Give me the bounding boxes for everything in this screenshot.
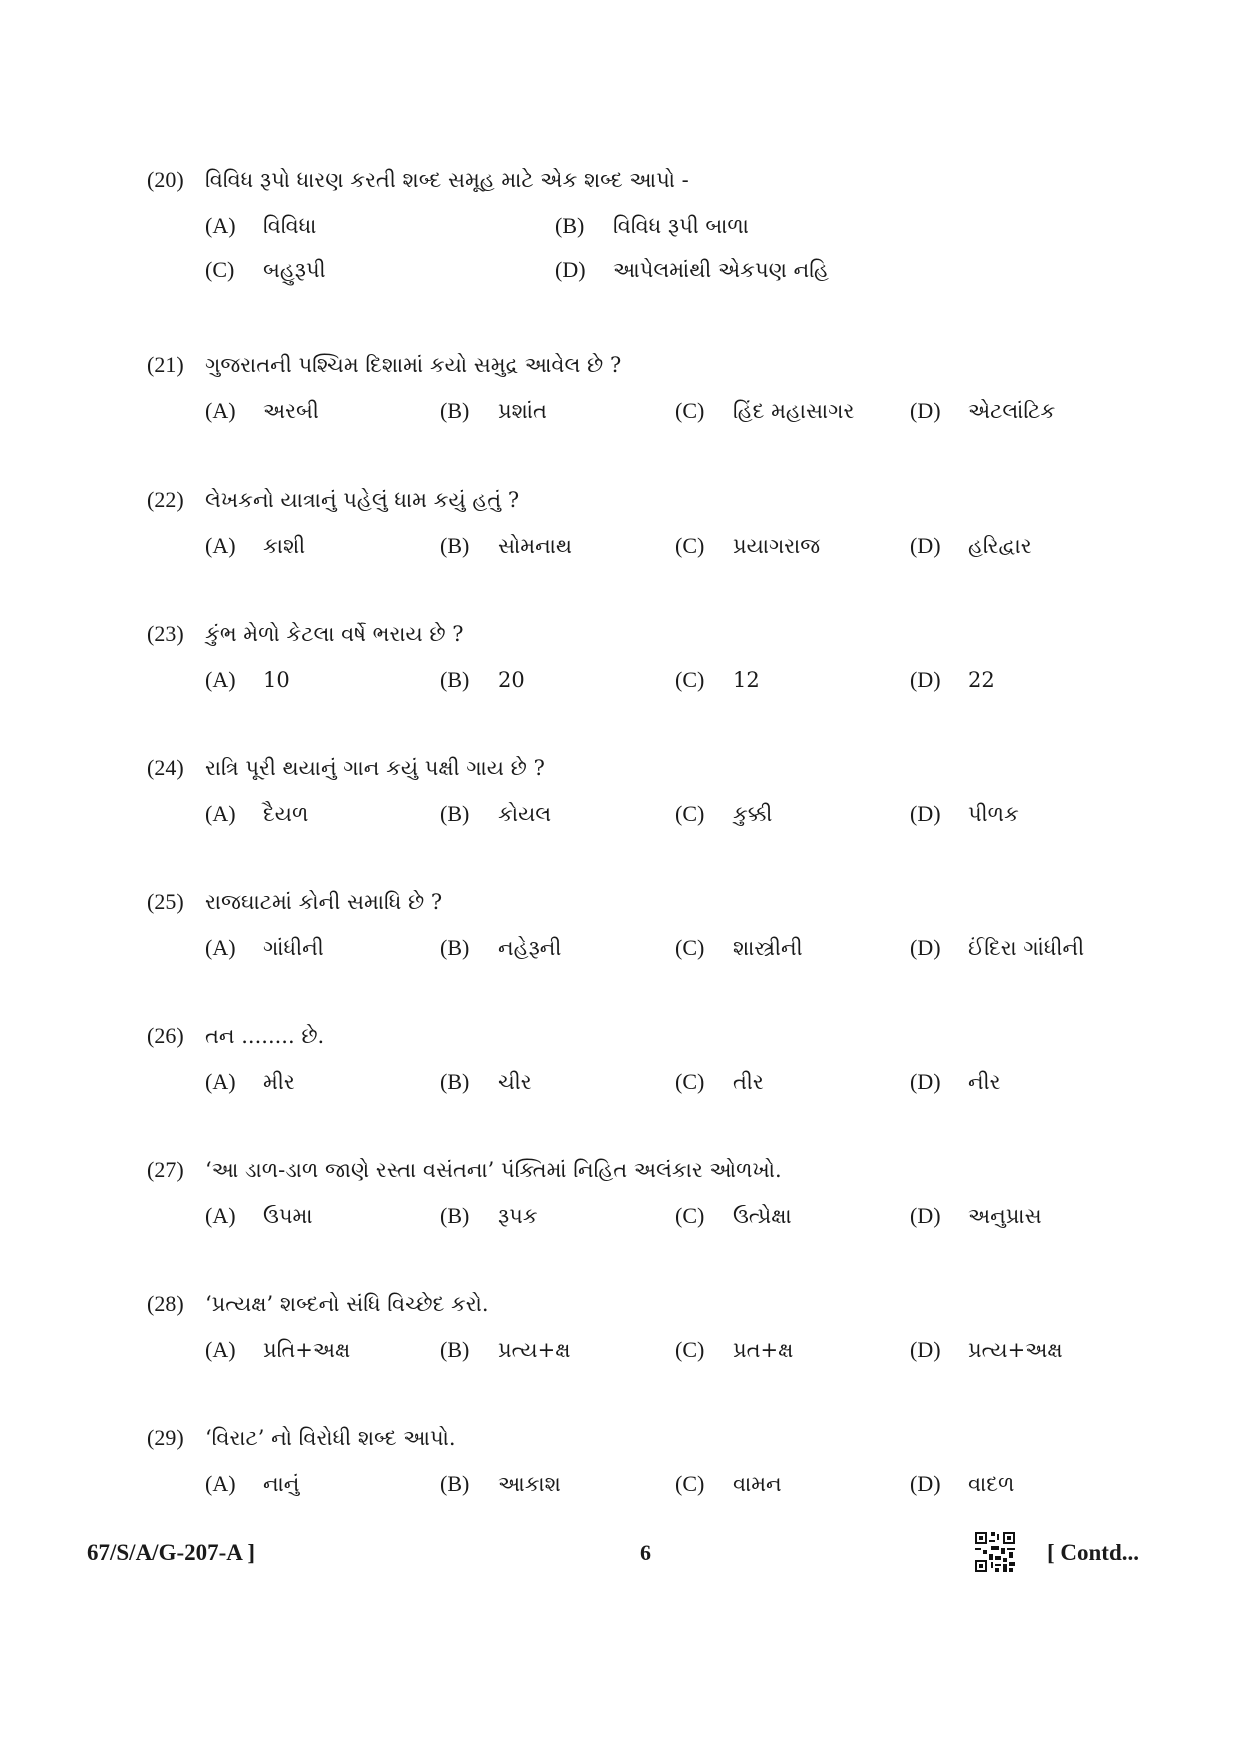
option-letter: (A) xyxy=(205,1069,236,1094)
option-text: નાનું xyxy=(263,1472,300,1496)
option-text: 12 xyxy=(733,668,760,692)
option-c xyxy=(675,396,854,426)
question-number: (25) xyxy=(147,889,184,914)
options-row xyxy=(147,1469,1147,1499)
option-letter: (B) xyxy=(440,398,470,423)
option-c xyxy=(675,665,760,695)
option-b xyxy=(440,933,561,963)
option-letter: (D) xyxy=(555,257,586,282)
option-letter: (B) xyxy=(440,667,470,692)
option-b xyxy=(440,1469,561,1499)
option-letter: (D) xyxy=(910,801,941,826)
option-text: કુક્કી xyxy=(733,802,773,826)
option-letter: (C) xyxy=(675,1471,705,1496)
option-text: પ્રત્ય+ક્ષ xyxy=(498,1338,571,1362)
question-21 xyxy=(147,350,1147,426)
option-letter: (D) xyxy=(910,1203,941,1228)
question-text: કુંભ મેળો કેટલા વર્ષે ભરાય છે ? xyxy=(205,622,464,646)
question-text: ‘આ ડાળ-ડાળ જાણે રસ્તા વસંતના’ પંક્તિમાં નિહિત અલંકાર ઓળખો. xyxy=(205,1158,782,1182)
question-text: તન ........ છે. xyxy=(205,1024,325,1048)
option-text: નહેરૂની xyxy=(498,936,562,960)
option-text: ઈંદિરા ગાંધીની xyxy=(968,936,1085,960)
option-text: 22 xyxy=(968,668,995,692)
question-number: (27) xyxy=(147,1157,184,1182)
option-text: 20 xyxy=(498,668,525,692)
options-row-2 xyxy=(147,255,1147,285)
options-row xyxy=(147,665,1147,695)
question-number: (29) xyxy=(147,1425,184,1450)
option-letter: (A) xyxy=(205,213,236,238)
question-number: (28) xyxy=(147,1291,184,1316)
option-text: વાદળ xyxy=(968,1472,1015,1496)
option-d xyxy=(910,1067,1001,1097)
question-25 xyxy=(147,887,1147,963)
option-text: વામન xyxy=(733,1472,782,1496)
option-d xyxy=(910,933,1084,963)
option-c xyxy=(675,531,820,561)
options-row xyxy=(147,799,1147,829)
option-text: દૈયળ xyxy=(263,802,309,826)
paper-code: 67/S/A/G-207-A ] xyxy=(87,1540,256,1565)
option-letter: (C) xyxy=(675,1069,705,1094)
option-text: પ્રત+ક્ષ xyxy=(733,1338,794,1362)
option-letter: (C) xyxy=(675,1203,705,1228)
option-d xyxy=(555,255,829,285)
option-b xyxy=(440,665,525,695)
option-text: પ્રયાગરાજ xyxy=(733,534,821,558)
option-text: પ્રશાંત xyxy=(498,399,547,423)
question-number: (22) xyxy=(147,487,184,512)
option-text: એટલાંટિક xyxy=(968,399,1056,423)
option-d xyxy=(910,531,1032,561)
question-27 xyxy=(147,1155,1147,1231)
option-letter: (D) xyxy=(910,398,941,423)
option-c xyxy=(675,933,803,963)
option-letter: (B) xyxy=(440,1069,470,1094)
question-29 xyxy=(147,1423,1147,1499)
page-footer xyxy=(0,1540,1240,1580)
option-letter: (C) xyxy=(675,1337,705,1362)
option-b xyxy=(440,1335,570,1365)
option-text: પ્રત્ય+અક્ષ xyxy=(968,1338,1063,1362)
option-text: કોયલ xyxy=(498,802,552,826)
option-b xyxy=(440,1067,532,1097)
option-text: ઉપમા xyxy=(263,1204,313,1228)
option-d xyxy=(910,1335,1063,1365)
options-row xyxy=(147,933,1147,963)
option-a xyxy=(205,531,305,561)
question-text: વિવિધ રૂપો ધારણ કરતી શબ્દ સમૂહ માટે એક શબ્દ આપો - xyxy=(205,168,689,192)
option-text: આપેલમાંથી એકપણ નહિ xyxy=(613,258,829,282)
option-text: અનુપ્રાસ xyxy=(968,1204,1042,1228)
option-b xyxy=(440,531,572,561)
question-text: રાજઘાટમાં કોની સમાધિ છે ? xyxy=(205,890,443,914)
question-text: ‘પ્રત્યક્ષ’ શબ્દનો સંધિ વિચ્છેદ કરો. xyxy=(205,1292,489,1316)
question-number: (26) xyxy=(147,1023,184,1048)
option-letter: (D) xyxy=(910,935,941,960)
option-c xyxy=(675,1201,792,1231)
question-number: (20) xyxy=(147,167,184,192)
option-a xyxy=(205,665,290,695)
question-20 xyxy=(147,165,1147,285)
option-c xyxy=(675,1469,782,1499)
option-text: રૂપક xyxy=(498,1204,538,1228)
question-22 xyxy=(147,485,1147,561)
question-number: (23) xyxy=(147,621,184,646)
option-c xyxy=(675,1335,793,1365)
question-28 xyxy=(147,1289,1147,1365)
option-text: અરબી xyxy=(263,399,319,423)
option-letter: (D) xyxy=(910,1337,941,1362)
option-letter: (B) xyxy=(440,1471,470,1496)
options-row xyxy=(147,1335,1147,1365)
question-26 xyxy=(147,1021,1147,1097)
option-text: બહુરૂપી xyxy=(263,258,326,282)
option-letter: (B) xyxy=(555,213,585,238)
options-row xyxy=(147,1201,1147,1231)
option-letter: (A) xyxy=(205,801,236,826)
option-letter: (A) xyxy=(205,533,236,558)
option-d xyxy=(910,665,995,695)
option-letter: (C) xyxy=(675,533,705,558)
option-letter: (A) xyxy=(205,1203,236,1228)
option-b xyxy=(440,1201,538,1231)
option-letter: (D) xyxy=(910,1471,941,1496)
option-letter: (B) xyxy=(440,935,470,960)
option-d xyxy=(910,1469,1014,1499)
option-letter: (C) xyxy=(675,801,705,826)
option-d xyxy=(910,396,1055,426)
option-c xyxy=(675,799,772,829)
option-text: મીર xyxy=(263,1070,295,1094)
option-letter: (D) xyxy=(910,667,941,692)
options-row-1 xyxy=(147,211,1147,241)
question-number: (24) xyxy=(147,755,184,780)
option-a xyxy=(205,1335,350,1365)
question-text: ગુજરાતની પશ્ચિમ દિશામાં કયો સમુદ્ર આવેલ છે ? xyxy=(205,353,622,377)
option-letter: (A) xyxy=(205,1337,236,1362)
option-text: શાસ્ત્રીની xyxy=(733,936,803,960)
option-a xyxy=(205,1067,295,1097)
option-text: વિવિધ રૂપી બાળા xyxy=(613,214,749,238)
option-letter: (A) xyxy=(205,398,236,423)
question-text: રાત્રિ પૂરી થયાનું ગાન કયું પક્ષી ગાય છે ? xyxy=(205,756,545,780)
option-a xyxy=(205,1469,299,1499)
option-letter: (B) xyxy=(440,533,470,558)
option-text: હિંદ મહાસાગર xyxy=(733,399,855,423)
option-letter: (C) xyxy=(675,398,705,423)
option-text: 10 xyxy=(263,668,290,692)
option-letter: (C) xyxy=(205,257,235,282)
options-row xyxy=(147,531,1147,561)
option-a xyxy=(205,933,324,963)
option-letter: (B) xyxy=(440,1337,470,1362)
option-text: ચીર xyxy=(498,1070,532,1094)
option-letter: (C) xyxy=(675,667,705,692)
option-c xyxy=(675,1067,764,1097)
option-a xyxy=(205,211,316,241)
question-text: ‘વિરાટ’ નો વિરોધી શબ્દ આપો. xyxy=(205,1426,456,1450)
option-d xyxy=(910,799,1019,829)
option-letter: (C) xyxy=(675,935,705,960)
option-text: ગાંધીની xyxy=(263,936,324,960)
option-letter: (B) xyxy=(440,801,470,826)
option-letter: (A) xyxy=(205,1471,236,1496)
option-text: નીર xyxy=(968,1070,1001,1094)
option-text: હરિદ્વાર xyxy=(968,534,1032,558)
option-text: પ્રતિ+અક્ષ xyxy=(263,1338,351,1362)
option-letter: (D) xyxy=(910,533,941,558)
option-b xyxy=(440,799,551,829)
page-number: 6 xyxy=(640,1540,651,1565)
option-a xyxy=(205,396,319,426)
option-text: ઉત્પ્રેક્ષા xyxy=(733,1204,792,1228)
question-text: લેખકનો યાત્રાનું પહેલું ધામ કયું હતું ? xyxy=(205,488,520,512)
option-letter: (A) xyxy=(205,667,236,692)
option-text: તીર xyxy=(733,1070,764,1094)
option-letter: (A) xyxy=(205,935,236,960)
option-letter: (B) xyxy=(440,1203,470,1228)
option-a xyxy=(205,799,308,829)
question-number: (21) xyxy=(147,352,184,377)
option-text: સોમનાથ xyxy=(498,534,572,558)
option-c xyxy=(205,255,326,285)
question-24 xyxy=(147,753,1147,829)
question-23 xyxy=(147,619,1147,695)
option-text: વિવિધા xyxy=(263,214,317,238)
options-row xyxy=(147,396,1147,426)
options-row xyxy=(147,1067,1147,1097)
option-text: આકાશ xyxy=(498,1472,561,1496)
option-text: પીળક xyxy=(968,802,1019,826)
option-a xyxy=(205,1201,312,1231)
option-text: કાશી xyxy=(263,534,306,558)
option-d xyxy=(910,1201,1042,1231)
option-letter: (D) xyxy=(910,1069,941,1094)
option-b xyxy=(440,396,547,426)
qr-code-icon xyxy=(975,1532,1015,1572)
option-b xyxy=(555,211,749,241)
continued-note: [ Contd... xyxy=(1047,1540,1140,1565)
